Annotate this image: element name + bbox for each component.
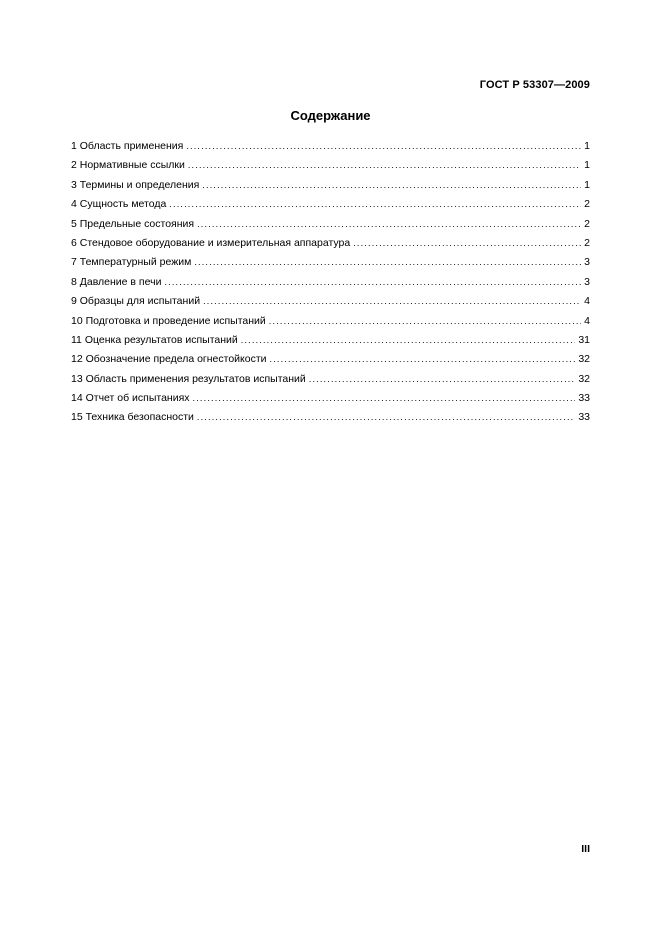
table-of-contents: [71, 137, 590, 428]
page-number: III: [581, 843, 590, 855]
toc-entry-page: 3: [584, 275, 590, 288]
toc-dot-leader: [270, 350, 576, 369]
toc-entry-page: 1: [584, 178, 590, 191]
toc-entry-page: 32: [578, 372, 590, 385]
toc-dot-leader: [197, 215, 581, 234]
toc-entry-page: 2: [584, 236, 590, 249]
toc-entry-15[interactable]: [71, 408, 590, 427]
toc-entry-page: 2: [584, 198, 590, 211]
toc-entry-9[interactable]: [71, 292, 590, 311]
toc-entry-page: 3: [584, 256, 590, 269]
toc-entry-10[interactable]: [71, 312, 590, 331]
toc-entry-5[interactable]: [71, 215, 590, 234]
toc-entry-page: 4: [584, 314, 590, 327]
toc-entry-label: 13 Область применения результатов испытаний: [71, 372, 306, 385]
toc-entry-label: 14 Отчет об испытаниях: [71, 392, 190, 405]
toc-entry-label: 6 Стендовое оборудование и измерительная аппаратура: [71, 236, 351, 249]
toc-entry-1[interactable]: [71, 137, 590, 156]
toc-dot-leader: [197, 408, 575, 427]
toc-entry-3[interactable]: [71, 176, 590, 195]
toc-entry-label: 8 Давление в печи: [71, 275, 162, 288]
toc-dot-leader: [309, 370, 576, 389]
toc-entry-page: 1: [584, 140, 590, 152]
toc-entry-8[interactable]: [71, 273, 590, 292]
toc-entry-page: 33: [578, 411, 590, 424]
toc-entry-label: 4 Сущность метода: [71, 198, 167, 211]
toc-entry-page: 4: [584, 295, 590, 308]
toc-entry-label: 7 Температурный режим: [71, 256, 192, 269]
toc-dot-leader: [194, 253, 581, 272]
toc-entry-13[interactable]: [71, 370, 590, 389]
toc-entry-label: 3 Термины и определения: [71, 178, 200, 191]
document-code: ГОСТ Р 53307—2009: [479, 79, 590, 91]
toc-entry-7[interactable]: [71, 253, 590, 272]
toc-dot-leader: [203, 292, 581, 311]
toc-entry-page: 1: [584, 159, 590, 172]
toc-dot-leader: [164, 273, 581, 292]
toc-entry-label: 10 Подготовка и проведение испытаний: [71, 314, 266, 327]
toc-entry-label: 11 Оценка результатов испытаний: [71, 333, 238, 346]
toc-dot-leader: [202, 176, 581, 195]
toc-dot-leader: [353, 234, 581, 253]
toc-dot-leader: [241, 331, 576, 350]
toc-entry-label: 1 Область применения: [71, 140, 184, 152]
toc-entry-11[interactable]: [71, 331, 590, 350]
toc-dot-leader: [186, 137, 581, 156]
toc-entry-page: 32: [578, 353, 590, 366]
toc-dot-leader: [193, 389, 576, 408]
toc-entry-6[interactable]: [71, 234, 590, 253]
toc-entry-page: 31: [578, 333, 590, 346]
toc-entry-page: 33: [578, 392, 590, 405]
toc-entry-label: 12 Обозначение предела огнестойкости: [71, 353, 267, 366]
toc-entry-label: 2 Нормативные ссылки: [71, 159, 185, 172]
toc-entry-label: 5 Предельные состояния: [71, 217, 195, 230]
toc-entry-label: 15 Техника безопасности: [71, 411, 194, 424]
toc-title: Содержание: [290, 108, 371, 123]
toc-dot-leader: [188, 156, 581, 175]
toc-entry-14[interactable]: [71, 389, 590, 408]
toc-entry-2[interactable]: [71, 156, 590, 175]
toc-dot-leader: [269, 312, 581, 331]
toc-entry-12[interactable]: [71, 350, 590, 369]
toc-entry-4[interactable]: [71, 195, 590, 214]
toc-dot-leader: [169, 195, 581, 214]
toc-entry-label: 9 Образцы для испытаний: [71, 295, 201, 308]
toc-entry-page: 2: [584, 217, 590, 230]
